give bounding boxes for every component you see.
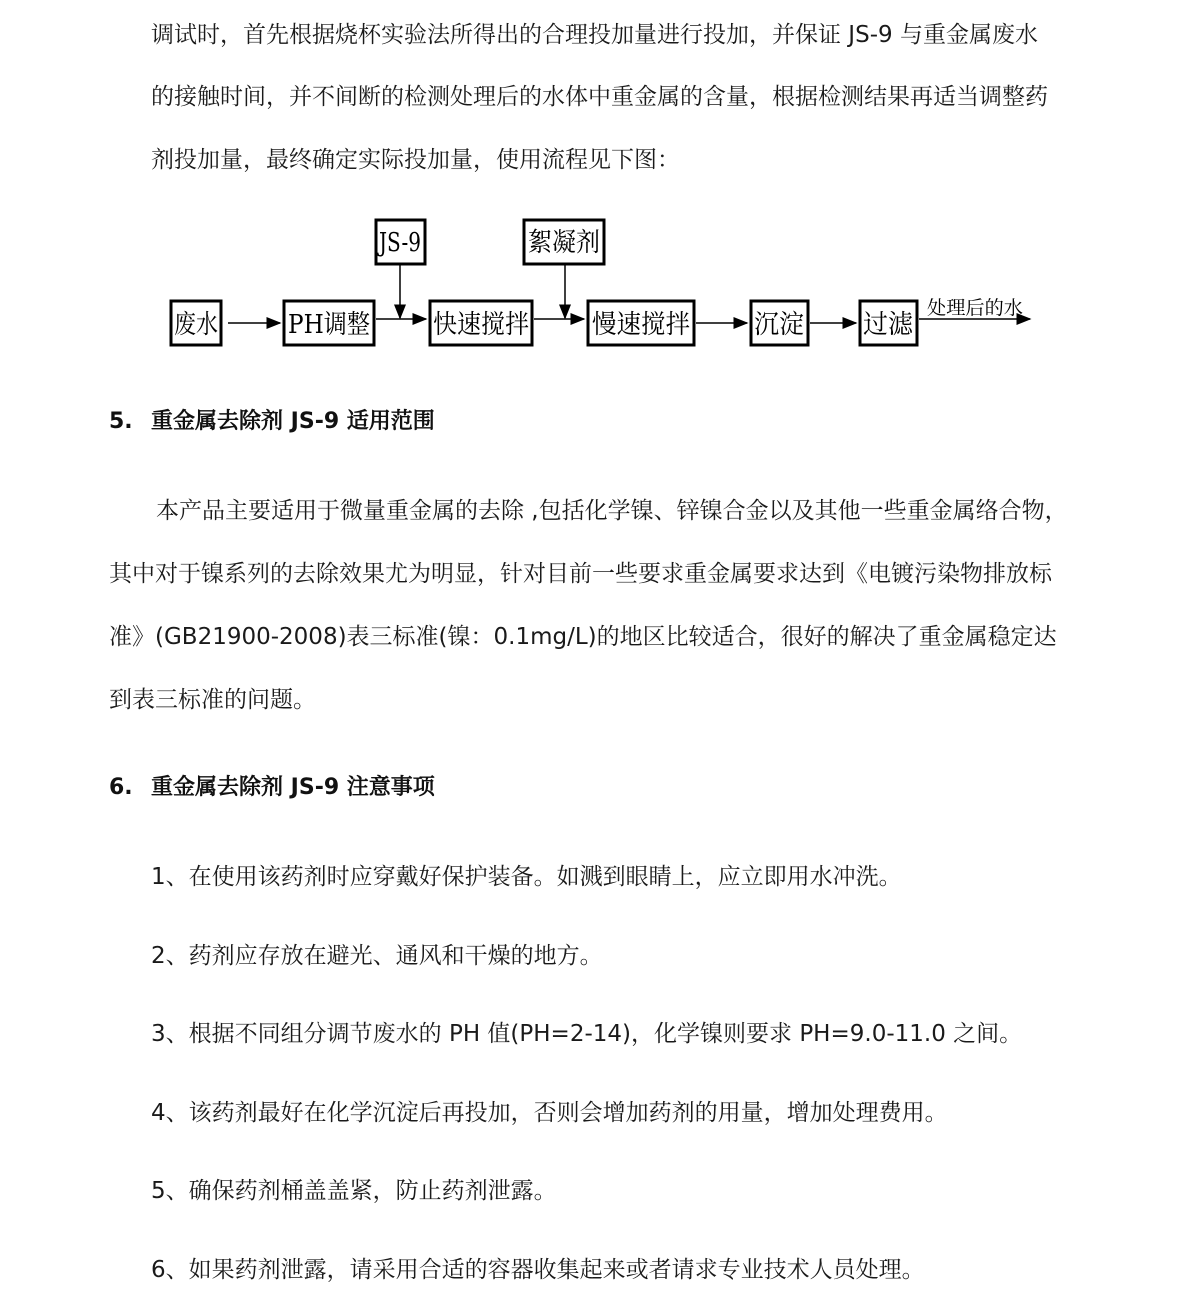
notice-item-3: 3、根据不同组分调节废水的 PH 值(PH=2-14)，化学镍则要求 PH=9.0-11.0 之间。: [151, 1021, 1023, 1047]
section-5-line-2: 其中对于镍系列的去除效果尤为明显，针对目前一些要求重金属要求达到《电镀污染物排放标: [109, 561, 1052, 587]
step-label-wastewater: 废水: [174, 310, 218, 340]
step-label-ph-adjust: PH调整: [288, 310, 370, 340]
section-5-heading: [109, 407, 435, 437]
additive-label-js9: JS-9: [376, 228, 421, 258]
section-6-number: 6.: [109, 775, 133, 800]
output-label: 处理后的水: [927, 297, 1023, 319]
notice-item-4: 4、该药剂最好在化学沉淀后再投加，否则会增加药剂的用量，增加处理费用。: [151, 1100, 948, 1126]
step-label-slow-stir: 慢速搅拌: [592, 310, 690, 340]
notice-item-1: 1、在使用该药剂时应穿戴好保护装备。如溅到眼睛上，应立即用水冲洗。: [151, 864, 902, 890]
section-6-title: 重金属去除剂 JS-9 注意事项: [151, 775, 435, 800]
notice-item-6: 6、如果药剂泄露，请采用合适的容器收集起来或者请求专业技术人员处理。: [151, 1257, 925, 1283]
step-label-sedimentation: 沉淀: [754, 310, 804, 340]
section-5-line-3: 准》(GB21900-2008)表三标准(镍：0.1mg/L)的地区比较适合，很好的解决了重金属稳定达: [109, 624, 1057, 650]
process-flowchart: [160, 210, 1040, 355]
intro-line-2: 的接触时间，并不间断的检测处理后的水体中重金属的含量，根据检测结果再适当调整药: [151, 84, 1048, 110]
notice-item-2: 2、药剂应存放在避光、通风和干燥的地方。: [151, 943, 603, 969]
intro-line-3: 剂投加量，最终确定实际投加量，使用流程见下图：: [151, 147, 680, 173]
section-5-line-1: 本产品主要适用于微量重金属的去除 ,包括化学镍、锌镍合金以及其他一些重金属络合物，: [156, 498, 1068, 524]
notice-item-5: 5、确保药剂桶盖盖紧，防止药剂泄露。: [151, 1178, 557, 1204]
section-5-line-4: 到表三标准的问题。: [109, 687, 316, 713]
step-label-fast-stir: 快速搅拌: [433, 310, 529, 340]
section-5-number: 5.: [109, 409, 133, 434]
intro-line-1: 调试时，首先根据烧杯实验法所得出的合理投加量进行投加，并保证 JS-9 与重金属废水: [151, 22, 1038, 48]
additive-label-flocculant: 絮凝剂: [528, 228, 600, 258]
step-label-filtration: 过滤: [863, 310, 914, 340]
section-6-heading: [109, 773, 435, 803]
section-5-title: 重金属去除剂 JS-9 适用范围: [151, 409, 435, 434]
